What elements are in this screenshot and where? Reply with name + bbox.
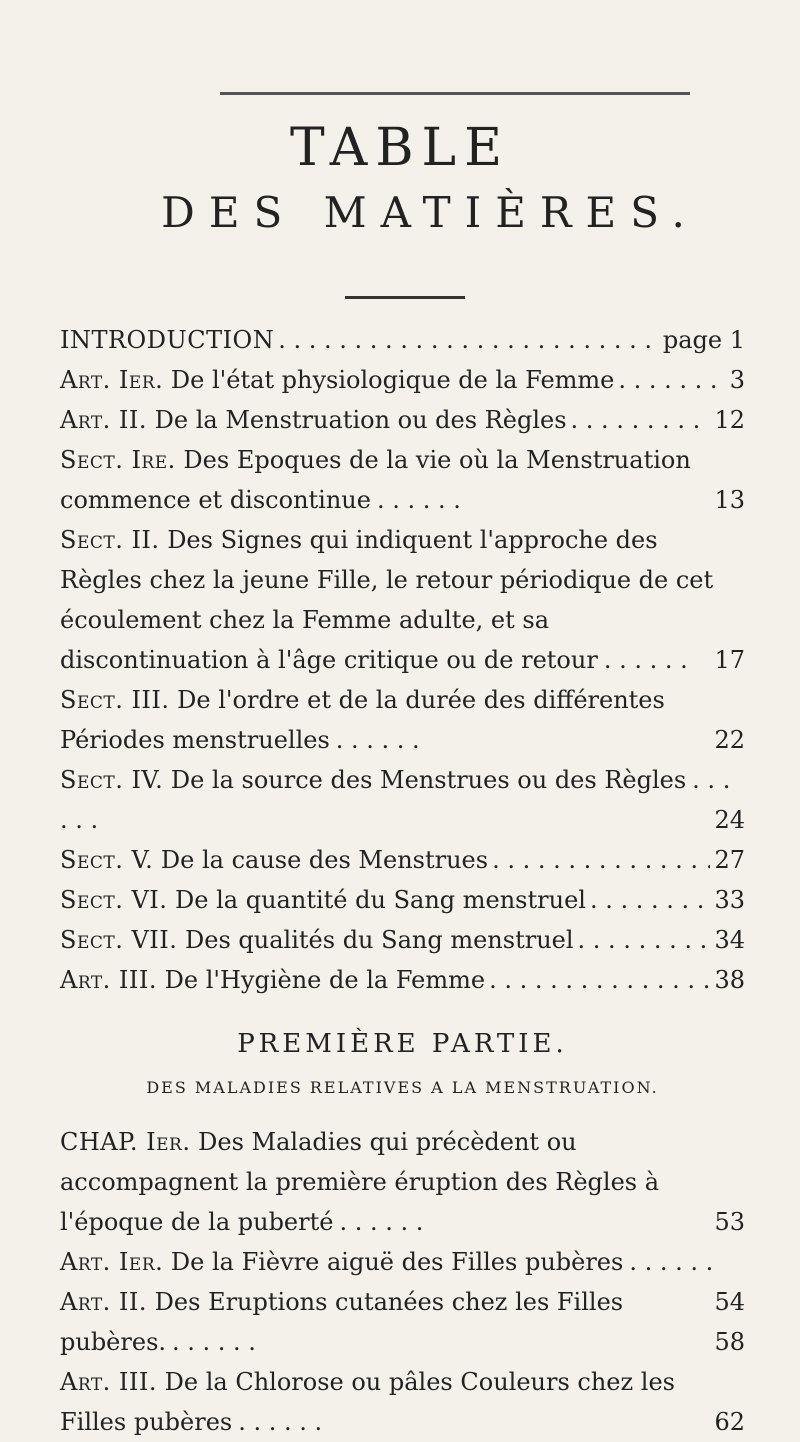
leader-dots: . . . . . .	[376, 486, 461, 514]
toc-entry-title: De la Menstruation ou des Règles	[154, 406, 567, 434]
toc-entry-page: 12	[714, 406, 745, 434]
leader-dots	[618, 360, 725, 400]
toc-entry-line	[60, 440, 745, 520]
toc-entry-title: De l'Hygiène de la Femme	[164, 966, 486, 994]
toc-entry-title: De la Chlorose ou pâles Couleurs chez les Filles pubères	[60, 1368, 675, 1436]
toc-entry-label: Sect. VI.	[60, 886, 168, 914]
toc-entry-label: Art. II.	[60, 406, 148, 434]
toc-entry-line	[60, 360, 745, 400]
toc-entry-label: Sect. III.	[60, 686, 170, 714]
part-subtitle: DES MALADIES RELATIVES A LA MENSTRUATION.	[146, 1078, 659, 1097]
toc-entry	[60, 840, 745, 880]
spacer	[60, 1100, 745, 1122]
toc-entry	[60, 520, 745, 680]
part-toc-list	[60, 1122, 745, 1442]
leader-dots	[578, 920, 711, 960]
toc-entry-line	[60, 920, 745, 960]
toc-entry-line	[60, 880, 745, 920]
page-subtitle: DES MATIÈRES.	[161, 188, 699, 237]
toc-entry-page: 34	[714, 926, 745, 954]
toc-entry-page: 38	[714, 966, 745, 994]
leader-dots: . . . . . .	[629, 1248, 714, 1276]
toc-entry-text	[60, 960, 485, 1000]
toc-entry-line	[60, 1362, 745, 1442]
toc-entry-page: 13	[714, 486, 745, 514]
toc-entry-text	[60, 360, 614, 400]
toc-entry	[60, 960, 745, 1000]
toc-entry-label: Sect. V.	[60, 846, 154, 874]
toc-entry-page: 62	[714, 1408, 745, 1436]
leader-dots: . . . . . .	[335, 726, 420, 754]
toc-entry-title: Des Epoques de la vie où la Menstruation commence et discontinue	[60, 446, 691, 514]
toc-list	[60, 360, 745, 1000]
leader-dots: . . . . . .	[60, 766, 731, 834]
toc-entry-page: 3	[729, 366, 745, 394]
toc-entry-line	[60, 1282, 745, 1362]
toc-entry-label: Art. III.	[60, 966, 157, 994]
toc-entry-page: 24	[714, 806, 745, 834]
part-title: PREMIÈRE PARTIE.	[237, 1029, 568, 1059]
toc-entry-label: Art. III.	[60, 1368, 157, 1396]
divider	[345, 296, 465, 299]
toc-entry-line	[60, 520, 745, 680]
toc-entry	[60, 440, 745, 520]
page-title: TABLE	[289, 118, 511, 178]
toc-entry	[60, 880, 745, 920]
toc-entry-page: 53	[714, 1208, 745, 1236]
toc-entry-page: 58	[714, 1328, 745, 1356]
leader-dots: . . . . . .	[603, 646, 688, 674]
leader-dots	[492, 840, 710, 880]
toc-entry	[60, 1122, 745, 1242]
leader-dots	[571, 400, 711, 440]
toc-entry-line	[60, 400, 745, 440]
table-of-contents	[60, 320, 745, 1442]
toc-entry-label: Sect. Ire.	[60, 446, 176, 474]
toc-entry-page: 22	[714, 726, 745, 754]
toc-entry-label: Sect. II.	[60, 526, 160, 554]
leader-dots	[489, 960, 710, 1000]
toc-entry-text	[60, 880, 586, 920]
toc-entry	[60, 680, 745, 760]
top-rule	[220, 92, 690, 95]
toc-entry-page: 54	[714, 1288, 745, 1316]
toc-entry-page: 17	[714, 646, 745, 674]
toc-entry-label: Art. II.	[60, 1288, 148, 1316]
toc-entry-line	[60, 960, 745, 1000]
toc-entry-label: Art. Ier.	[60, 1248, 164, 1276]
toc-entry-page: 27	[714, 846, 745, 874]
toc-entry-line	[60, 1122, 745, 1242]
toc-entry-line	[60, 680, 745, 760]
leader-dots: . . . . . .	[339, 1208, 424, 1236]
toc-entry	[60, 1362, 745, 1442]
toc-entry-title: De l'ordre et de la durée des différentes Périodes menstruelles	[60, 686, 665, 754]
toc-entry-title: De l'état physiologique de la Femme	[170, 366, 615, 394]
leader-dots	[278, 320, 659, 360]
toc-entry	[60, 360, 745, 400]
toc-entry-text	[60, 400, 567, 440]
toc-entry-label: CHAP. Ier.	[60, 1128, 191, 1156]
toc-entry-text	[60, 446, 691, 514]
toc-entry-text	[60, 1288, 623, 1356]
toc-entry-page: 33	[714, 886, 745, 914]
toc-entry-title: De la source des Menstrues ou des Règles	[170, 766, 687, 794]
toc-entry-line	[60, 760, 745, 840]
toc-entry	[60, 400, 745, 440]
toc-entry-text	[60, 766, 686, 794]
toc-entry-title: Des Signes qui indiquent l'approche des Règles chez la jeune Fille, le retour périodique de cet écoulement chez la Femme adulte, et sa discontinuation à l'âge critique ou de retour	[60, 526, 714, 674]
toc-entry-text	[60, 920, 574, 960]
toc-entry-label: Sect. IV.	[60, 766, 164, 794]
toc-entry-text	[60, 840, 488, 880]
toc-entry-text: INTRODUCTION	[60, 326, 275, 354]
leader-dots: . . . . . .	[172, 1328, 256, 1356]
toc-entry	[60, 760, 745, 840]
toc-entry-label: Sect. VII.	[60, 926, 178, 954]
toc-entry-introduction	[60, 320, 745, 360]
toc-entry-title: Des Eruptions cutanées chez les Filles pubères.	[60, 1288, 624, 1356]
toc-entry-title: De la cause des Menstrues	[160, 846, 489, 874]
toc-entry-text	[60, 1248, 623, 1276]
toc-entry	[60, 1282, 745, 1362]
leader-dots: . . . . . .	[238, 1408, 323, 1436]
toc-entry-page: page 1	[662, 326, 745, 354]
toc-entry-text	[60, 1368, 675, 1436]
toc-entry-title: De la Fièvre aiguë des Filles pubères	[170, 1248, 624, 1276]
toc-entry	[60, 920, 745, 960]
leader-dots	[590, 880, 711, 920]
toc-entry-title: Des Maladies qui précèdent ou accompagnent la première éruption des Règles à l'époque de la puberté	[60, 1128, 660, 1236]
toc-entry-title: De la quantité du Sang menstruel	[175, 886, 586, 914]
toc-entry-title: Des qualités du Sang menstruel	[185, 926, 574, 954]
toc-entry-line	[60, 840, 745, 880]
toc-entry-label: Art. Ier.	[60, 366, 164, 394]
